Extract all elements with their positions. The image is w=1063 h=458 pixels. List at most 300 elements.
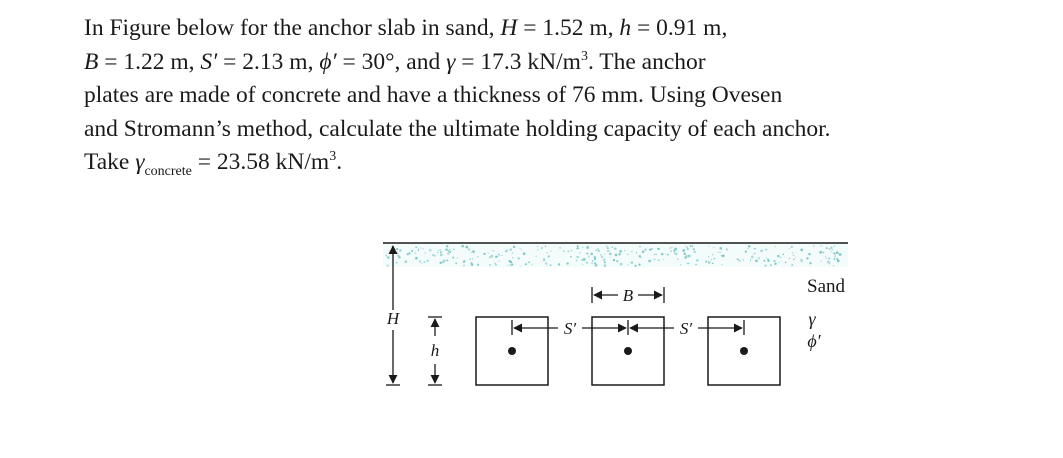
S-label-1: S′ xyxy=(563,319,577,338)
sand-grain xyxy=(419,260,421,262)
sand-grain xyxy=(512,252,514,254)
sand-grain xyxy=(418,250,419,251)
sand-grain xyxy=(550,250,551,251)
sand-label: Sand xyxy=(807,276,845,297)
sand-grain xyxy=(789,258,790,259)
sand-grain xyxy=(767,259,769,261)
sand-grain xyxy=(765,249,767,251)
sand-grain xyxy=(758,257,760,259)
sand-grain xyxy=(586,246,589,249)
sand-grain xyxy=(823,252,825,254)
sand-grain xyxy=(708,246,709,247)
sand-grain xyxy=(828,257,830,259)
sand-grain xyxy=(826,247,828,249)
sand-grain xyxy=(570,256,572,258)
sand-grain xyxy=(396,262,398,264)
sand-grain xyxy=(520,248,521,249)
h-symbol: h xyxy=(619,15,632,41)
sand-grain xyxy=(576,260,578,262)
sand-grain xyxy=(795,257,796,258)
gamma-concrete-symbol: γ xyxy=(135,149,145,175)
sand-grain xyxy=(826,257,828,259)
sand-grain xyxy=(603,258,605,260)
sand-grain xyxy=(440,249,442,251)
sand-grain xyxy=(800,249,803,252)
sand-grain xyxy=(743,259,744,260)
sand-grain xyxy=(801,261,802,262)
sand-grain xyxy=(839,253,842,256)
sand-grain xyxy=(415,246,417,248)
sand-grain xyxy=(521,250,522,251)
sand-grain xyxy=(396,252,398,254)
sand-grain xyxy=(586,262,588,264)
sand-grain xyxy=(654,254,655,255)
sand-grain xyxy=(463,265,465,267)
sand-grain xyxy=(627,254,628,255)
sand-grain xyxy=(693,251,695,253)
line-2-rest: . The anchor xyxy=(587,48,706,75)
sand-grain xyxy=(598,250,600,252)
sand-grain xyxy=(429,249,431,251)
sand-grain xyxy=(421,263,422,264)
sand-grain xyxy=(525,263,527,265)
soil-labels xyxy=(807,276,846,351)
sand-grain xyxy=(667,254,669,256)
sand-grain xyxy=(764,265,766,267)
sand-grain xyxy=(532,264,533,265)
sand-grain xyxy=(680,264,681,265)
sand-grain xyxy=(550,264,552,266)
intro-text: In Figure below for the anchor slab in sand, xyxy=(84,15,501,41)
sand-grain xyxy=(582,264,583,265)
sand-grain xyxy=(834,256,836,258)
sand-grain xyxy=(651,248,653,250)
sand-grain xyxy=(513,246,515,248)
sand-grain xyxy=(766,257,767,258)
sand-grain xyxy=(655,253,657,255)
sand-grain xyxy=(543,258,544,259)
sand-grain xyxy=(737,258,739,260)
sand-grain xyxy=(808,253,810,255)
sand-grain xyxy=(499,261,500,262)
sand-grain xyxy=(571,250,573,252)
sand-grain xyxy=(686,263,687,264)
sand-grain xyxy=(520,265,521,266)
H-label: H xyxy=(386,309,400,328)
sand-grain xyxy=(472,258,473,259)
sand-grain xyxy=(832,249,833,250)
sand-grain xyxy=(461,245,464,248)
sand-grain xyxy=(465,246,468,249)
sand-grain xyxy=(408,252,410,254)
B-dimension xyxy=(592,286,664,305)
sand-grain xyxy=(577,245,579,247)
sand-grain xyxy=(673,250,675,252)
take-text: Take xyxy=(84,149,136,175)
sand-grain xyxy=(800,259,802,261)
sand-grain xyxy=(399,249,402,252)
sand-grain xyxy=(445,248,447,250)
sand-grain xyxy=(687,248,689,250)
sand-grain xyxy=(750,260,751,261)
sand-grain xyxy=(648,260,651,263)
sand-grain xyxy=(493,250,495,252)
sand-grain xyxy=(592,260,594,262)
sand-grain xyxy=(559,247,561,249)
sand-grain xyxy=(831,251,832,252)
sand-grain xyxy=(695,264,696,265)
sand-grain xyxy=(792,252,793,253)
sand-layer xyxy=(383,243,848,267)
sand-grain xyxy=(420,248,421,249)
S-dimension-2 xyxy=(630,319,744,338)
sand-grain xyxy=(547,252,548,253)
sand-grain xyxy=(390,252,392,254)
sand-grain xyxy=(510,264,512,266)
sand-grain xyxy=(518,257,520,259)
sand-grain xyxy=(488,252,489,253)
sand-grain xyxy=(719,247,721,249)
sand-grain xyxy=(495,256,497,258)
sand-grain xyxy=(600,254,602,256)
sand-grain xyxy=(712,254,713,255)
sand-grain xyxy=(658,259,660,261)
sand-grain xyxy=(471,252,472,253)
sand-grain xyxy=(760,250,763,253)
sand-grain xyxy=(511,264,513,266)
sand-grain xyxy=(447,252,449,254)
sand-grain xyxy=(833,252,835,254)
sand-grain xyxy=(579,252,580,253)
sand-grain xyxy=(793,254,795,256)
sand-grain xyxy=(510,261,512,263)
sand-grain xyxy=(457,257,458,258)
sand-grain xyxy=(754,253,755,254)
sand-grain xyxy=(610,257,611,258)
sand-grain xyxy=(558,263,560,265)
sand-grain xyxy=(596,250,597,251)
sand-grain xyxy=(685,246,686,247)
S-label-2: S′ xyxy=(679,319,693,338)
sand-grain xyxy=(439,262,441,264)
sand-grain xyxy=(595,264,597,266)
sand-grain xyxy=(438,250,439,251)
sand-grain xyxy=(813,245,815,247)
sand-grain xyxy=(773,260,775,262)
sand-grain xyxy=(661,253,663,255)
sand-grain xyxy=(642,251,644,253)
sand-grain xyxy=(770,264,772,266)
sand-grain xyxy=(836,251,839,254)
sand-grain xyxy=(385,255,387,257)
sand-grain xyxy=(396,248,398,250)
sand-grain xyxy=(387,265,389,267)
sand-grain xyxy=(588,256,589,257)
sand-grain xyxy=(833,258,835,260)
sand-grain xyxy=(543,259,545,261)
sand-grain xyxy=(604,264,607,267)
sand-grain xyxy=(404,260,407,263)
sand-grain xyxy=(415,252,416,253)
sand-grain xyxy=(688,263,689,264)
H-value: = 1.52 m, xyxy=(517,15,620,41)
sand-grain xyxy=(789,248,790,249)
line-5-end: . xyxy=(336,149,343,175)
sand-grain xyxy=(387,256,389,258)
sand-grain xyxy=(712,263,714,265)
sand-grain xyxy=(663,259,664,260)
sand-grain xyxy=(477,264,479,266)
S-symbol: S′ xyxy=(200,48,218,75)
gamma-label: γ xyxy=(808,309,816,329)
sand-grain xyxy=(613,259,615,261)
sand-grain xyxy=(567,250,569,252)
sand-grain xyxy=(638,264,640,266)
sand-grain xyxy=(624,250,625,251)
sand-grain xyxy=(635,265,637,267)
sand-grain xyxy=(791,246,793,248)
sand-grain xyxy=(830,263,831,264)
sand-grain xyxy=(448,250,450,252)
sand-grain xyxy=(644,248,647,251)
sand-grain xyxy=(754,248,756,250)
sand-grain xyxy=(711,259,712,260)
sand-grain xyxy=(601,256,603,258)
sand-grain xyxy=(434,255,436,257)
sand-grain xyxy=(427,260,429,262)
gamma-concrete-exponent: 3 xyxy=(329,149,337,164)
sand-grain xyxy=(412,249,413,250)
sand-grain xyxy=(455,262,457,264)
h-value: = 0.91 m, xyxy=(631,15,728,41)
sand-grain xyxy=(726,248,728,250)
sand-grain xyxy=(791,264,793,266)
sand-grain xyxy=(609,251,610,252)
sand-grain xyxy=(708,256,709,257)
sand-grain xyxy=(389,249,390,250)
sand-grain xyxy=(446,259,448,261)
sand-grain xyxy=(512,257,513,258)
sand-grain xyxy=(809,262,811,264)
sand-grain xyxy=(705,262,706,263)
sand-grain xyxy=(508,265,509,266)
sand-grain xyxy=(469,258,470,259)
sand-grain xyxy=(677,258,678,259)
sand-grain xyxy=(607,250,609,252)
sand-grain xyxy=(612,246,614,248)
sand-grain xyxy=(453,249,455,251)
problem-line-3: plates are made of concrete and have a thickness of 76 mm. Using Ovesen xyxy=(84,82,783,108)
sand-grain xyxy=(452,257,454,259)
sand-grain xyxy=(437,252,438,253)
sand-grain xyxy=(545,246,546,247)
sand-grain xyxy=(793,259,795,261)
sand-grain xyxy=(747,248,748,249)
sand-grain xyxy=(774,263,776,265)
sand-grain xyxy=(604,254,605,255)
phi-label: ϕ′ xyxy=(807,331,821,351)
sand-grain xyxy=(675,253,678,256)
sand-grain xyxy=(606,246,607,247)
sand-grain xyxy=(755,259,758,262)
sand-grain xyxy=(443,259,446,262)
sand-grain xyxy=(566,262,568,264)
sand-grain xyxy=(537,249,538,250)
sand-grain xyxy=(636,252,637,253)
sand-grain xyxy=(499,255,500,256)
sand-grain xyxy=(576,256,577,257)
sand-grain xyxy=(449,249,450,250)
sand-grain xyxy=(654,258,656,260)
sand-grain xyxy=(471,264,473,266)
sand-grain xyxy=(763,260,765,262)
sand-grain xyxy=(483,253,485,255)
sand-grain xyxy=(615,254,618,257)
gamma-value: = 17.3 kN/m xyxy=(455,48,581,75)
sand-grain xyxy=(696,259,699,262)
gamma-concrete-value: = 23.58 kN/m xyxy=(191,149,330,175)
sand-grain xyxy=(582,247,583,248)
sand-grain xyxy=(657,248,658,249)
sand-grain xyxy=(745,251,747,253)
sand-grain xyxy=(670,250,672,252)
sand-grain xyxy=(684,253,686,255)
gamma-symbol: γ xyxy=(446,48,456,75)
sand-grain xyxy=(505,251,506,252)
sand-grain xyxy=(779,262,780,263)
sand-grain xyxy=(665,253,666,254)
phi-symbol: ϕ′ xyxy=(319,48,337,75)
sand-grain xyxy=(610,253,612,255)
sand-grain xyxy=(440,251,442,253)
sand-grain xyxy=(819,251,821,253)
sand-grain xyxy=(432,254,434,256)
S-dimension-1 xyxy=(512,319,628,338)
sand-grain xyxy=(545,262,547,264)
sand-grain xyxy=(639,255,641,257)
sand-grain xyxy=(835,255,836,256)
sand-grain xyxy=(581,259,583,261)
sand-grain xyxy=(576,248,578,250)
sand-grain xyxy=(837,260,840,263)
sand-grain xyxy=(407,253,409,255)
sand-grain xyxy=(491,255,494,258)
sand-grain xyxy=(748,245,750,247)
sand-grain xyxy=(510,248,513,251)
sand-grain xyxy=(563,250,565,252)
sand-grain xyxy=(777,255,779,257)
sand-grain xyxy=(537,246,538,247)
sand-grain xyxy=(425,252,426,253)
sand-grain xyxy=(692,245,693,246)
sand-grain xyxy=(780,257,782,259)
problem-line-4: and Stromann’s method, calculate the ultimate holding capacity of each anchor. xyxy=(84,115,831,142)
sand-grain xyxy=(829,248,831,250)
sand-grain xyxy=(682,249,685,252)
sand-grain xyxy=(785,262,787,264)
sand-grain xyxy=(586,253,588,255)
H-symbol: H xyxy=(500,15,518,41)
sand-grain xyxy=(722,264,723,265)
sand-grain xyxy=(591,253,593,255)
sand-grain xyxy=(753,254,754,255)
sand-grain xyxy=(594,258,596,260)
sand-grain xyxy=(489,256,491,258)
sand-grain xyxy=(782,253,784,255)
sand-grain xyxy=(719,251,721,253)
sand-grain xyxy=(468,248,470,250)
sand-grain xyxy=(631,262,632,263)
B-symbol: B xyxy=(84,48,99,75)
sand-grain xyxy=(541,247,543,249)
sand-grain xyxy=(738,260,740,262)
sand-grain xyxy=(671,247,673,249)
S-value: = 2.13 m, xyxy=(217,48,320,75)
sand-grain xyxy=(751,256,754,259)
sand-grain xyxy=(548,255,550,257)
sand-grain xyxy=(418,249,419,250)
sand-grain xyxy=(833,265,834,266)
sand-grain xyxy=(722,254,725,257)
sand-grain xyxy=(685,255,688,258)
sand-grain xyxy=(495,264,496,265)
phi-value: = 30°, and xyxy=(336,48,447,75)
sand-grain xyxy=(397,254,399,256)
sand-grain xyxy=(827,261,830,264)
gamma-concrete-subscript: concrete xyxy=(144,164,192,179)
sand-grain xyxy=(536,256,537,257)
B-value: = 1.22 m, xyxy=(98,48,201,75)
sand-grain xyxy=(693,248,695,250)
sand-grain xyxy=(713,247,714,248)
sand-grain xyxy=(616,260,618,262)
sand-grain xyxy=(498,254,500,256)
sand-grain xyxy=(825,256,826,257)
sand-grain xyxy=(619,250,622,253)
sand-grain xyxy=(714,258,715,259)
sand-grain xyxy=(614,247,617,250)
sand-grain xyxy=(394,252,395,253)
sand-grain xyxy=(440,254,443,257)
sand-grain xyxy=(423,248,424,249)
sand-grain xyxy=(620,263,623,266)
sand-grain xyxy=(528,261,530,263)
sand-grain xyxy=(604,261,606,263)
sand-grain xyxy=(597,248,599,250)
anchor-rod-dot xyxy=(740,347,748,355)
anchor-rod-dot xyxy=(508,347,516,355)
sand-grain xyxy=(821,261,822,262)
sand-grain xyxy=(502,255,503,256)
h-dimension xyxy=(428,317,442,385)
anchor-rod-dot xyxy=(624,347,632,355)
sand-grain xyxy=(489,264,491,266)
sand-grain xyxy=(477,256,479,258)
sand-grain xyxy=(775,246,776,247)
sand-grain xyxy=(708,261,711,264)
sand-grain xyxy=(820,245,822,247)
sand-grain xyxy=(423,261,425,263)
sand-grain xyxy=(834,246,835,247)
sand-grain xyxy=(591,262,593,264)
h-label: h xyxy=(430,341,440,360)
sand-grain xyxy=(690,245,692,247)
sand-grain xyxy=(415,257,418,260)
sand-grain xyxy=(639,246,641,248)
sand-grain xyxy=(446,245,448,247)
sand-grain xyxy=(607,247,609,249)
sand-grain xyxy=(523,252,526,255)
